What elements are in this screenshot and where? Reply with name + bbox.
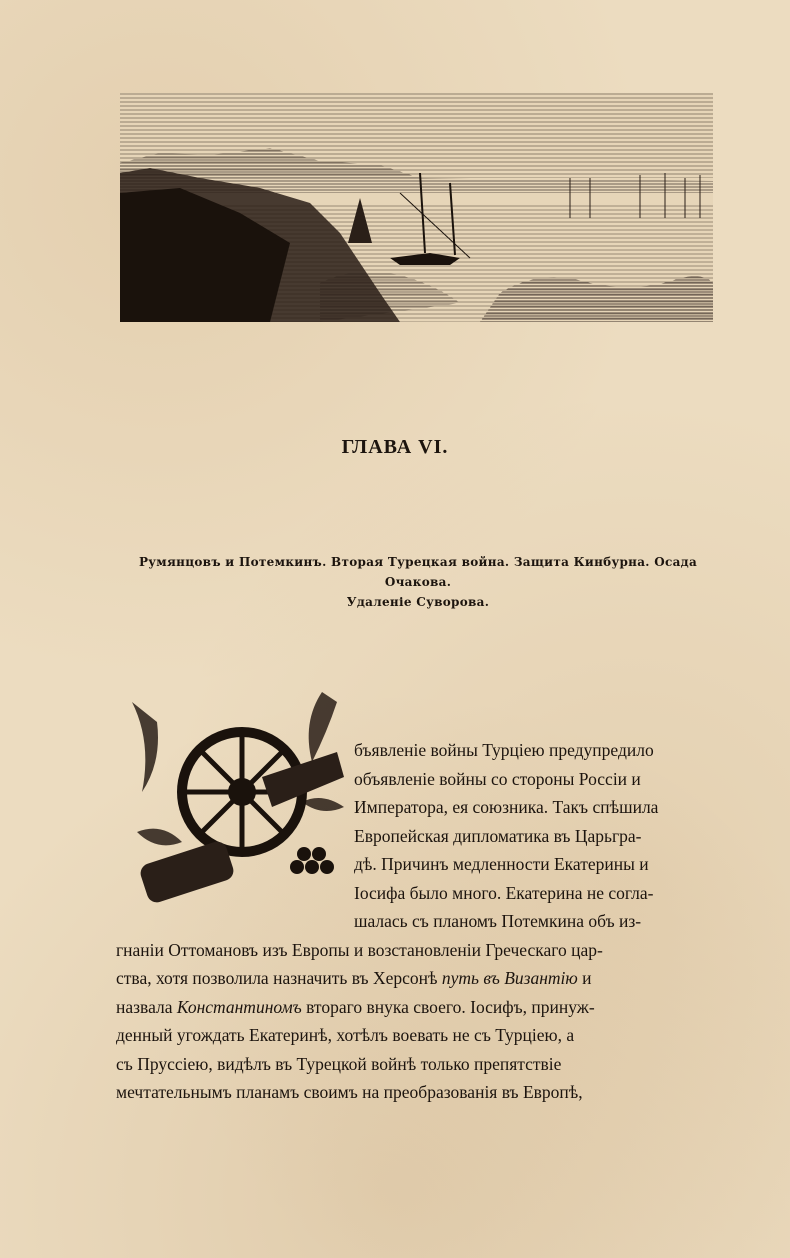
body-text-indented [354, 736, 722, 907]
text-line: денный угождать Екатеринѣ, хотѣлъ воевать не съ Турціею, а [116, 1025, 575, 1045]
text-segment: втораго внука своего. Іосифъ, принуж- [306, 996, 595, 1017]
text-segment: назвала [116, 996, 173, 1017]
text-line: съ Пруссіею, видѣлъ въ Турецкой войнѣ только препятствіе [116, 1053, 562, 1074]
text-line [116, 993, 722, 1022]
text-segment-italic: путь въ Византію [441, 968, 578, 988]
text-line [116, 964, 722, 993]
text-segment: и [582, 968, 592, 988]
seascape-engraving [120, 93, 713, 322]
text-line: Императора, ея союзника. Такъ спѣшила [354, 797, 659, 817]
text-line: Европейская дипломатика въ Царьгра- [354, 825, 642, 846]
chapter-summary [112, 552, 724, 612]
text-line: гнаніи Оттомановъ изъ Европы и возстановленіи Греческаго цар- [116, 939, 603, 960]
text-line: Іосифа было много. Екатерина не согла- [354, 882, 654, 903]
text-line: мечтательнымъ планамъ своимъ на преобразованія въ Европѣ, [116, 1082, 583, 1102]
summary-line-2: Удаленіе Суворова. [346, 595, 490, 609]
text-segment-italic: Константиномъ [176, 996, 302, 1017]
text-line: объявленіе войны со стороны Россіи и [354, 768, 641, 789]
chapter-title: ГЛАВА VI. [341, 436, 449, 458]
summary-line-1: Румянцовъ и Потемкинъ. Вторая Турецкая война. Защита Кинбурна. Осада Очакова. [138, 555, 698, 589]
cannon-vignette-illustration [122, 682, 352, 926]
text-line: дѣ. Причинъ медленности Екатерины и [354, 854, 649, 874]
text-line: шалась съ планомъ Потемкина объ из- [354, 911, 642, 931]
body-text-full [116, 907, 722, 1107]
text-line: бъявленіе войны Турціею предупредило [354, 740, 654, 760]
text-segment: ства, хотя позволила назначить въ Херсонѣ [116, 968, 438, 988]
